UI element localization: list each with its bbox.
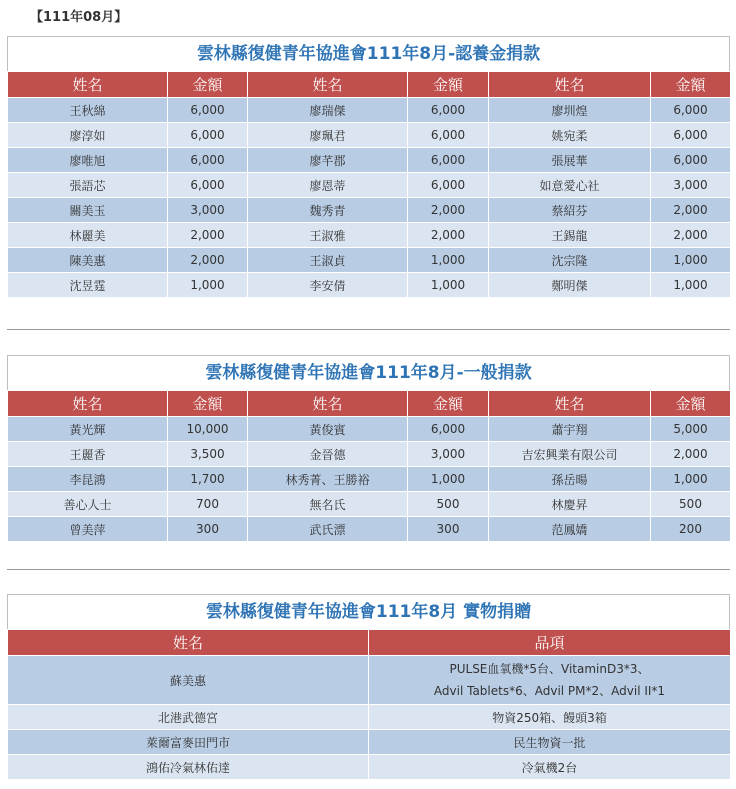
donor-name-cell: 廖淳如 — [8, 123, 168, 148]
item-cell — [369, 656, 731, 705]
header-amount: 金額 — [168, 72, 248, 98]
divider — [7, 569, 730, 570]
donor-name-cell: 吉宏興業有限公司 — [489, 442, 651, 467]
donor-name-cell: 陳美惠 — [8, 248, 168, 273]
amount-cell: 3,000 — [408, 442, 489, 467]
table-row — [8, 148, 731, 173]
donor-name-cell: 沈宗隆 — [489, 248, 651, 273]
donor-name-cell: 金晉德 — [248, 442, 408, 467]
donor-name-cell: 廖恩蒂 — [248, 173, 408, 198]
general-donation-table — [7, 390, 731, 542]
amount-cell: 700 — [168, 492, 248, 517]
table-row — [8, 417, 731, 442]
donor-name-cell: 王秋綿 — [8, 98, 168, 123]
table-row — [8, 467, 731, 492]
donor-name-cell: 魏秀青 — [248, 198, 408, 223]
donor-name-cell: 王淑貞 — [248, 248, 408, 273]
table-row — [8, 517, 731, 542]
donor-name-cell: 廖瑞傑 — [248, 98, 408, 123]
header-name: 姓名 — [489, 72, 651, 98]
donor-name-cell: 林慶昇 — [489, 492, 651, 517]
amount-cell: 3,500 — [168, 442, 248, 467]
amount-cell: 2,000 — [408, 198, 489, 223]
item-line: PULSE血氧機*5台、VitaminD3*3、 — [449, 662, 650, 676]
table-row — [8, 755, 731, 780]
table-row — [8, 442, 731, 467]
item-line: Advil Tablets*6、Advil PM*2、Advil II*1 — [433, 684, 666, 698]
amount-cell: 6,000 — [408, 123, 489, 148]
table-row — [8, 492, 731, 517]
table-row — [8, 98, 731, 123]
amount-cell: 6,000 — [408, 417, 489, 442]
section-title: 雲林縣復健青年協進會111年8月-一般捐款 — [7, 355, 730, 390]
in-kind-table — [7, 629, 731, 780]
donor-name-cell: 黃光輝 — [8, 417, 168, 442]
donor-name-cell: 曾美萍 — [8, 517, 168, 542]
table-row — [8, 656, 731, 705]
donor-name-cell: 北港武德宮 — [8, 705, 369, 730]
header-name: 姓名 — [248, 391, 408, 417]
amount-cell: 1,000 — [408, 248, 489, 273]
item-cell: 民生物資一批 — [369, 730, 731, 755]
amount-cell: 2,000 — [168, 248, 248, 273]
donor-name-cell: 范鳳嬌 — [489, 517, 651, 542]
header-amount: 金額 — [651, 391, 731, 417]
table-row — [8, 223, 731, 248]
donor-name-cell: 王錫龍 — [489, 223, 651, 248]
donor-name-cell: 蕭宇翔 — [489, 417, 651, 442]
table-row — [8, 173, 731, 198]
donor-name-cell: 林秀菁、王勝裕 — [248, 467, 408, 492]
amount-cell: 6,000 — [168, 123, 248, 148]
table-header-row — [8, 72, 731, 98]
donor-name-cell: 黃俊賓 — [248, 417, 408, 442]
header-name: 姓名 — [8, 630, 369, 656]
amount-cell: 6,000 — [408, 173, 489, 198]
donor-name-cell: 善心人士 — [8, 492, 168, 517]
in-kind-donation-section — [7, 594, 730, 780]
section-title: 雲林縣復健青年協進會111年8月-認養金捐款 — [7, 36, 730, 71]
amount-cell: 2,000 — [168, 223, 248, 248]
table-row — [8, 198, 731, 223]
header-name: 姓名 — [8, 72, 168, 98]
header-name: 姓名 — [8, 391, 168, 417]
donor-name-cell: 廖唯旭 — [8, 148, 168, 173]
table-row — [8, 730, 731, 755]
amount-cell: 300 — [168, 517, 248, 542]
amount-cell: 10,000 — [168, 417, 248, 442]
donor-name-cell: 蔡紹芬 — [489, 198, 651, 223]
amount-cell: 1,000 — [168, 273, 248, 298]
header-amount: 金額 — [651, 72, 731, 98]
amount-cell: 6,000 — [168, 148, 248, 173]
general-donation-section — [7, 355, 730, 542]
amount-cell: 1,000 — [408, 273, 489, 298]
item-cell: 物資250箱、饅頭3箱 — [369, 705, 731, 730]
item-cell: 冷氣機2台 — [369, 755, 731, 780]
section-title: 雲林縣復健青年協進會111年8月 實物捐贈 — [7, 594, 730, 629]
amount-cell: 1,000 — [651, 467, 731, 492]
amount-cell: 6,000 — [408, 98, 489, 123]
donor-name-cell: 王麗香 — [8, 442, 168, 467]
sponsorship-donation-section — [7, 36, 730, 298]
amount-cell: 1,700 — [168, 467, 248, 492]
amount-cell: 1,000 — [408, 467, 489, 492]
header-name: 姓名 — [489, 391, 651, 417]
donor-name-cell: 無名氏 — [248, 492, 408, 517]
donor-name-cell: 姚宛柔 — [489, 123, 651, 148]
header-amount: 金額 — [168, 391, 248, 417]
donor-name-cell: 沈昱霆 — [8, 273, 168, 298]
donor-name-cell: 鴻佑冷氣林佑達 — [8, 755, 369, 780]
amount-cell: 1,000 — [651, 273, 731, 298]
amount-cell: 6,000 — [651, 148, 731, 173]
donor-name-cell: 如意愛心社 — [489, 173, 651, 198]
amount-cell: 6,000 — [168, 173, 248, 198]
donor-name-cell: 廖珮君 — [248, 123, 408, 148]
amount-cell: 300 — [408, 517, 489, 542]
header-name: 姓名 — [248, 72, 408, 98]
amount-cell: 6,000 — [408, 148, 489, 173]
header-amount: 金額 — [408, 72, 489, 98]
sponsorship-table — [7, 71, 731, 298]
amount-cell: 500 — [651, 492, 731, 517]
amount-cell: 2,000 — [651, 442, 731, 467]
divider — [7, 329, 730, 330]
donor-name-cell: 孫岳暘 — [489, 467, 651, 492]
amount-cell: 200 — [651, 517, 731, 542]
table-row — [8, 248, 731, 273]
amount-cell: 6,000 — [168, 98, 248, 123]
table-row — [8, 705, 731, 730]
donor-name-cell: 鄭明傑 — [489, 273, 651, 298]
amount-cell: 6,000 — [651, 123, 731, 148]
table-row — [8, 273, 731, 298]
table-row — [8, 123, 731, 148]
amount-cell: 5,000 — [651, 417, 731, 442]
table-header-row — [8, 391, 731, 417]
amount-cell: 3,000 — [168, 198, 248, 223]
amount-cell: 1,000 — [651, 248, 731, 273]
donor-name-cell: 李安倩 — [248, 273, 408, 298]
donor-name-cell: 廖圳煌 — [489, 98, 651, 123]
period-label: 【111年08月】 — [30, 10, 128, 25]
amount-cell: 2,000 — [651, 223, 731, 248]
donor-name-cell: 張語芯 — [8, 173, 168, 198]
donor-name-cell: 蘇美惠 — [8, 656, 369, 705]
amount-cell: 2,000 — [408, 223, 489, 248]
donor-name-cell: 關美玉 — [8, 198, 168, 223]
table-header-row — [8, 630, 731, 656]
donor-name-cell: 武氏漂 — [248, 517, 408, 542]
donor-name-cell: 萊爾富麥田門市 — [8, 730, 369, 755]
donor-name-cell: 王淑雅 — [248, 223, 408, 248]
header-amount: 金額 — [408, 391, 489, 417]
donor-name-cell: 李昆鴻 — [8, 467, 168, 492]
amount-cell: 3,000 — [651, 173, 731, 198]
header-item: 品項 — [369, 630, 731, 656]
amount-cell: 2,000 — [651, 198, 731, 223]
donor-name-cell: 張展華 — [489, 148, 651, 173]
amount-cell: 500 — [408, 492, 489, 517]
donor-name-cell: 林麗美 — [8, 223, 168, 248]
amount-cell: 6,000 — [651, 98, 731, 123]
donor-name-cell: 廖芊郡 — [248, 148, 408, 173]
